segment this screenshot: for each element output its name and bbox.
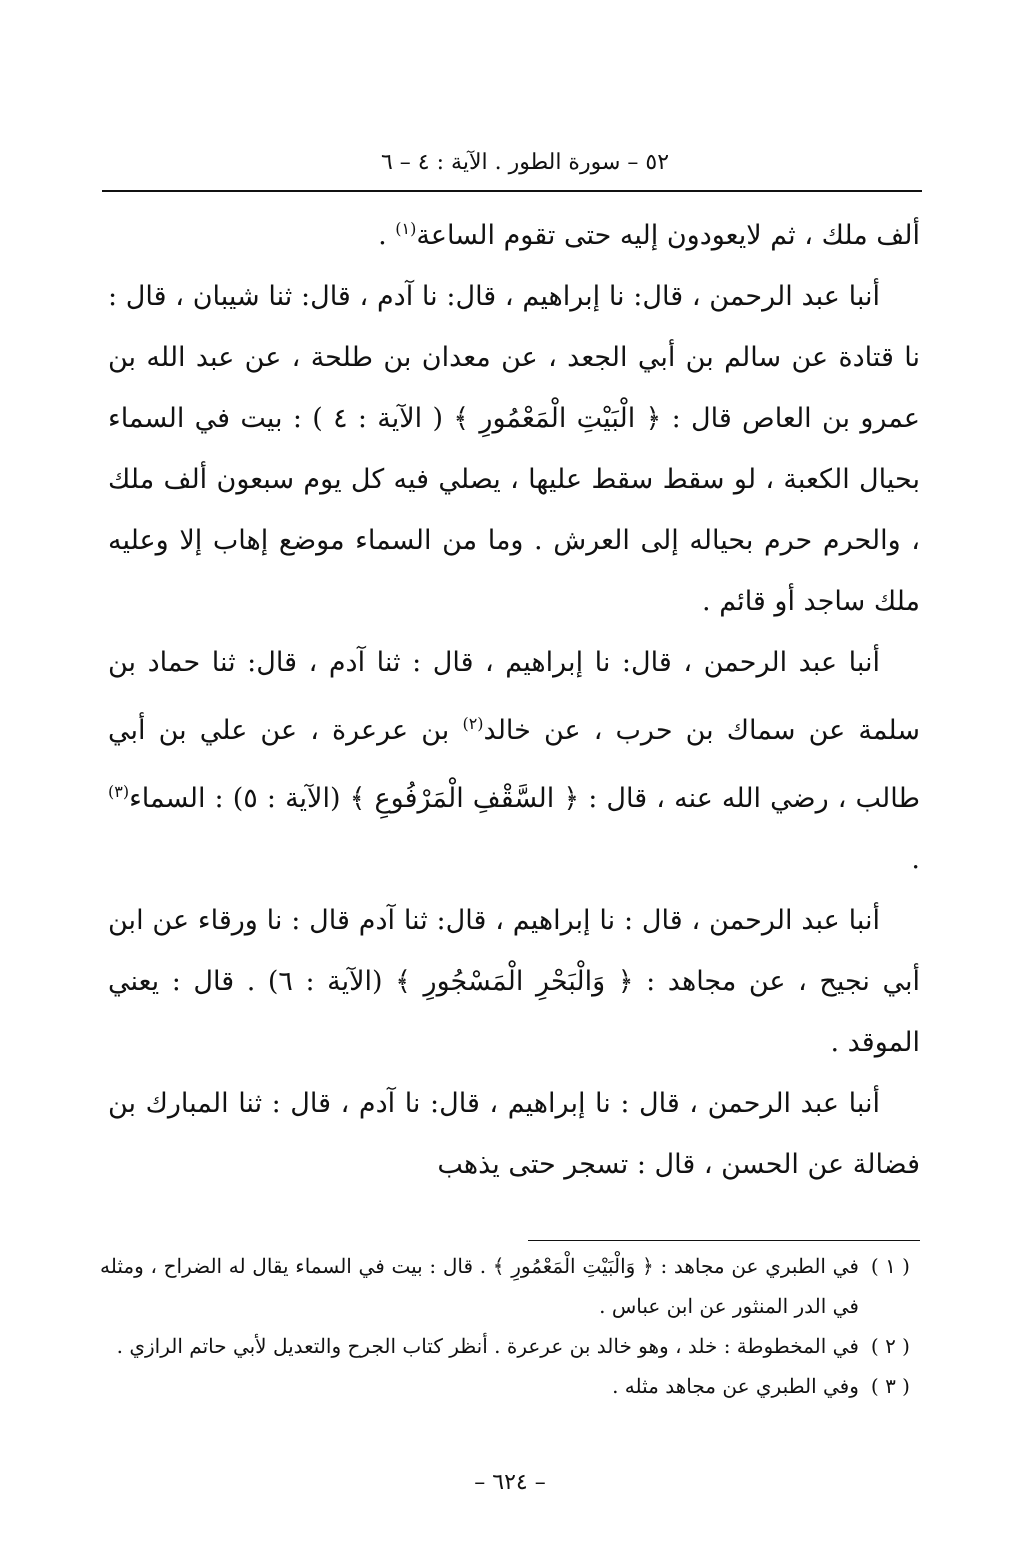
paragraph-4: أنبا عبد الرحمن ، قال : نا إبراهيم ، قال: نا آدم ، قال : ثنا المبارك بن فضالة عن الحسن ، قال : تسجر حتى يذهب bbox=[108, 1088, 920, 1180]
footnote-divider bbox=[528, 1240, 920, 1241]
paragraph-1: أنبا عبد الرحمن ، قال: نا إبراهيم ، قال: نا آدم ، قال: ثنا شيبان ، قال : نا قتادة عن سالم بن أبي الجعد ، عن معدان بن طلحة ، عن عبد الله بن عمرو بن العاص قال : ﴿ الْبَيْتِ الْمَعْمُورِ ﴾ ( الآية : ٤ ) : بيت في السماء بحيال الكعبة ، لو سقط سقط عليها ، يصلي فيه كل يوم سبعون ألف ملك ، والحرم حرم بحياله إلى العرش . وما من السماء موضع إهاب إلا وعليه ملك ساجد أو قائم . bbox=[108, 281, 920, 617]
footnotes bbox=[100, 1246, 910, 1406]
running-header: ٥٢ – سورة الطور . الآية : ٤ – ٦ bbox=[380, 150, 670, 175]
footnote-ref-3: (٣) bbox=[108, 782, 130, 801]
continuation-line: ألف ملك ، ثم لايعودون إليه حتى تقوم الساعة$^{(١)}$ . bbox=[378, 219, 920, 251]
footnote-3 bbox=[100, 1366, 910, 1406]
footnote-text: في المخطوطة : خلد ، وهو خالد بن عرعرة . أنظر كتاب الجرح والتعديل لأبي حاتم الرازي . bbox=[116, 1334, 859, 1358]
footnote-number: ( ١ ) bbox=[870, 1254, 910, 1278]
paragraph-2-part-a: أنبا عبد الرحمن ، قال: نا إبراهيم ، قال : ثنا آدم ، قال: ثنا حماد بن سلمة عن سماك بن حرب ، عن خالد bbox=[108, 647, 920, 746]
footnote-1 bbox=[100, 1246, 910, 1326]
footnote-2 bbox=[100, 1326, 910, 1366]
paragraph-2-end: . bbox=[911, 844, 920, 875]
page-number: – ٦٢٤ – bbox=[474, 1470, 546, 1495]
footnote-number: ( ٣ ) bbox=[870, 1374, 910, 1398]
footnote-text: وفي الطبري عن مجاهد مثله . bbox=[612, 1374, 859, 1398]
paragraph-3: أنبا عبد الرحمن ، قال : نا إبراهيم ، قال: ثنا آدم قال : نا ورقاء عن ابن أبي نجيح ، عن مجاهد : ﴿ وَالْبَحْرِ الْمَسْجُورِ ﴾ (الآية : ٦) . قال : يعني الموقد . bbox=[108, 905, 920, 1058]
footnote-ref-2: (٢) bbox=[462, 714, 484, 733]
header-divider bbox=[102, 190, 922, 192]
footnote-text: في الطبري عن مجاهد : ﴿ وَالْبَيْتِ الْمَعْمُورِ ﴾ . قال : بيت في السماء يقال له الضراح ، ومثله في الدر المنثور عن ابن عباس . bbox=[100, 1254, 859, 1318]
continuation-text: ألف ملك ، ثم لايعودون إليه حتى تقوم الساعة bbox=[416, 220, 920, 251]
paragraph-2-part-b: بن عرعرة ، عن علي بن أبي طالب ، رضي الله عنه ، قال : ﴿ السَّقْفِ الْمَرْفُوعِ ﴾ (الآية : ٥) : السماء bbox=[108, 715, 920, 814]
paragraph-2 bbox=[108, 632, 920, 890]
footnote-ref-1: (١) bbox=[395, 219, 417, 238]
main-text bbox=[108, 198, 920, 1195]
footnote-number: ( ٢ ) bbox=[870, 1334, 910, 1358]
